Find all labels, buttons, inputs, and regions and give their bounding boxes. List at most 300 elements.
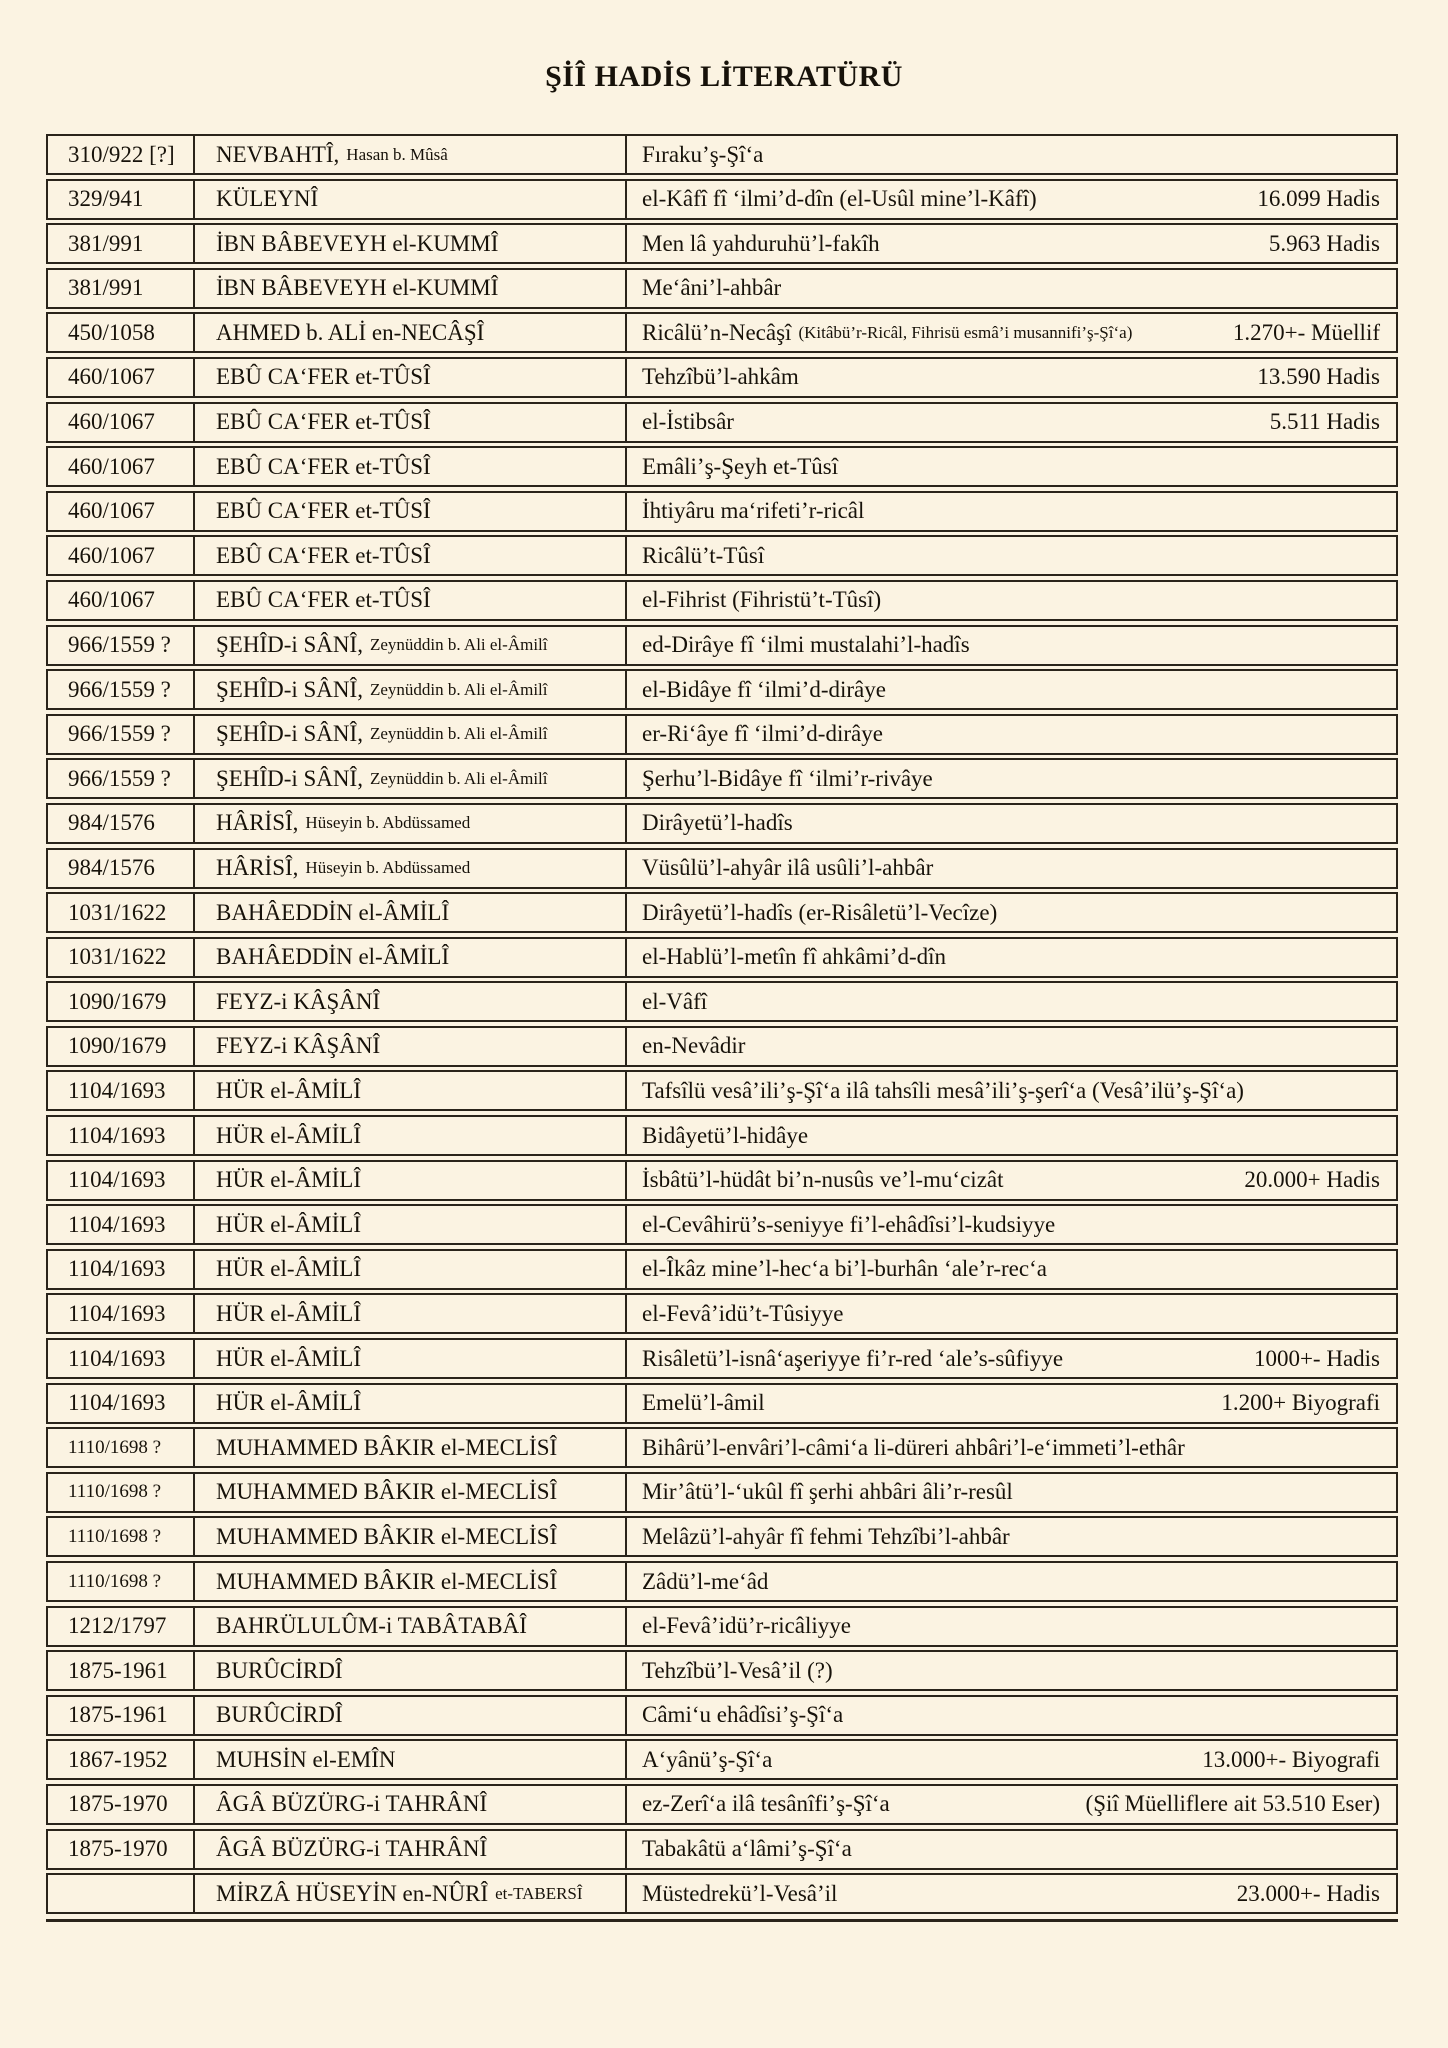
row-author: BURÛCİRDÎ	[216, 1702, 343, 1728]
row-work-left	[642, 364, 799, 390]
row-author: HÂRİSÎ,	[216, 810, 299, 836]
row-work-title: el-Fevâ’idü’t-Tûsiyye	[642, 1300, 844, 1326]
row-author: MUHAMMED BÂKIR el-MECLİSÎ	[216, 1479, 558, 1505]
row-author: EBÛ CA‘FER et-TÛSÎ	[216, 364, 431, 390]
row-work-cell	[627, 1474, 1396, 1511]
row-author-cell	[195, 760, 627, 797]
row-work-cell	[627, 1117, 1396, 1154]
row-author: AHMED b. ALİ en-NECÂŞÎ	[216, 319, 485, 345]
row-date: 1212/1797	[48, 1608, 195, 1645]
row-work-cell	[627, 1518, 1396, 1555]
row-date: 460/1067	[48, 493, 195, 530]
row-date: 966/1559 ?	[48, 627, 195, 664]
row-work-left	[642, 944, 946, 970]
row-author: EBÛ CA‘FER et-TÛSÎ	[216, 542, 431, 568]
row-author-cell	[195, 1251, 627, 1288]
row-work-title: Emelü’l-âmil	[642, 1390, 765, 1416]
row-author-cell	[195, 493, 627, 530]
row-work-cell	[627, 404, 1396, 441]
row-work-note: (Kitâbü’r-Ricâl, Fihrisü esmâ’i musannifi’ş-Şî‘a)	[798, 322, 1133, 342]
row-work-cell	[627, 939, 1396, 976]
row-author-note: Zeynüddin b. Ali el-Âmilî	[369, 724, 548, 744]
row-work-left	[642, 1256, 1047, 1282]
row-author: BAHÂEDDİN el-ÂMİLÎ	[216, 944, 450, 970]
row-date: 1104/1693	[48, 1295, 195, 1332]
row-author: ÂGÂ BÜZÜRG-i TAHRÂNÎ	[216, 1791, 488, 1817]
row-author: ŞEHÎD-i SÂNÎ,	[216, 721, 363, 747]
row-date: 1104/1693	[48, 1162, 195, 1199]
row-work-title: ez-Zerî‘a ilâ tesânîfi’ş-Şî‘a	[642, 1791, 890, 1817]
row-work-cell	[627, 1295, 1396, 1332]
row-work-title: Zâdü’l-me‘âd	[642, 1568, 769, 1594]
row-work-cell	[627, 1563, 1396, 1600]
row-work-cell	[627, 314, 1396, 351]
row-date: 1104/1693	[48, 1117, 195, 1154]
row-work-title: Ricâlü’t-Tûsî	[642, 542, 765, 568]
table-row	[46, 535, 1398, 576]
row-date: 1090/1679	[48, 983, 195, 1020]
row-author-note: et-TABERSÎ	[495, 1883, 583, 1903]
row-date: 966/1559 ?	[48, 760, 195, 797]
row-date: 450/1058	[48, 314, 195, 351]
row-author: HÜR el-ÂMİLÎ	[216, 1345, 361, 1371]
row-work-cell	[627, 805, 1396, 842]
row-count: 13.000+- Biyografi	[1202, 1746, 1380, 1772]
row-work-cell	[627, 1206, 1396, 1243]
row-work-cell	[627, 1385, 1396, 1422]
row-count: 1.200+ Biyografi	[1221, 1390, 1380, 1416]
table-row	[46, 1383, 1398, 1424]
row-work-left	[642, 320, 1132, 346]
row-work-left	[642, 1301, 843, 1327]
row-work-cell	[627, 270, 1396, 307]
row-author-note: Zeynüddin b. Ali el-Âmilî	[369, 679, 548, 699]
table-row	[46, 892, 1398, 933]
row-work-cell	[627, 1340, 1396, 1377]
row-work-cell	[627, 1251, 1396, 1288]
page-title: ŞİÎ HADİS LİTERATÜRÜ	[545, 60, 903, 93]
row-author-cell	[195, 1385, 627, 1422]
row-work-left	[642, 810, 793, 836]
row-work-title: Câmi‘u ehâdîsi’ş-Şî‘a	[642, 1702, 844, 1728]
row-author: KÜLEYNÎ	[216, 186, 319, 212]
row-work-title: Emâli’ş-Şeyh et-Tûsî	[642, 453, 839, 479]
row-author: HÜR el-ÂMİLÎ	[216, 1211, 361, 1237]
row-work-left	[642, 632, 970, 658]
row-work-cell	[627, 1429, 1396, 1466]
row-work-left	[642, 587, 881, 613]
row-work-cell	[627, 1875, 1396, 1912]
row-work-cell	[627, 1697, 1396, 1734]
row-author-cell	[195, 1340, 627, 1377]
table-row	[46, 1472, 1398, 1513]
row-author-cell	[195, 1028, 627, 1065]
row-date: 329/941	[48, 181, 195, 218]
table-row	[46, 1338, 1398, 1379]
row-date: 1867-1952	[48, 1741, 195, 1778]
row-author-cell	[195, 270, 627, 307]
row-date: 1875-1970	[48, 1831, 195, 1868]
table-row	[46, 1561, 1398, 1602]
row-work-left	[642, 186, 1037, 212]
row-author-cell	[195, 582, 627, 619]
table-row	[46, 714, 1398, 755]
row-work-cell	[627, 1741, 1396, 1778]
table-row	[46, 1829, 1398, 1870]
row-work-title: er-Ri‘âye fî ‘ilmi’d-dirâye	[642, 721, 883, 747]
row-work-title: el-Kâfî fî ‘ilmi’d-dîn (el-Usûl mine’l-Kâfî)	[642, 186, 1037, 212]
row-work-left	[642, 1747, 772, 1773]
row-work-left	[642, 1390, 765, 1416]
row-author: İBN BÂBEVEYH el-KUMMÎ	[216, 230, 499, 256]
table-row	[46, 402, 1398, 443]
row-work-title: el-Cevâhirü’s-seniyye fi’l-ehâdîsi’l-kudsiyye	[642, 1211, 1056, 1237]
row-date: 1104/1693	[48, 1385, 195, 1422]
table-row	[46, 179, 1398, 220]
row-work-title: Şerhu’l-Bidâye fî ‘ilmi’r-rivâye	[642, 765, 933, 791]
row-work-left	[642, 855, 933, 881]
row-work-title: Tafsîlü vesâ’ili’ş-Şî‘a ilâ tahsîli mesâ’ili’ş-şerî‘a (Vesâ’ilü’ş-Şî‘a)	[642, 1077, 1244, 1103]
row-work-title: Tabakâtü a‘lâmi’ş-Şî‘a	[642, 1836, 852, 1862]
row-date: 1110/1698 ?	[48, 1429, 195, 1466]
row-work-left	[642, 498, 864, 524]
row-work-cell	[627, 894, 1396, 931]
row-date: 984/1576	[48, 850, 195, 887]
row-author-cell	[195, 314, 627, 351]
table-row	[46, 937, 1398, 978]
row-date: 310/922 [?]	[48, 136, 195, 173]
row-work-left	[642, 142, 763, 168]
row-work-title: Me‘âni’l-ahbâr	[642, 275, 782, 301]
row-work-title: İsbâtü’l-hüdât bi’n-nusûs ve’l-mu‘cizât	[642, 1167, 1004, 1193]
row-author-cell	[195, 1206, 627, 1243]
row-work-cell	[627, 493, 1396, 530]
row-work-title: Müstedrekü’l-Vesâ’il	[642, 1880, 838, 1906]
row-count: 16.099 Hadis	[1257, 186, 1380, 212]
row-date: 1110/1698 ?	[48, 1518, 195, 1555]
row-author-cell	[195, 1875, 627, 1912]
row-author-cell	[195, 1563, 627, 1600]
row-date	[48, 1875, 195, 1912]
row-date: 460/1067	[48, 404, 195, 441]
row-count: 1.270+- Müellif	[1232, 319, 1380, 345]
table-row	[46, 268, 1398, 309]
row-author-cell	[195, 181, 627, 218]
table-row	[46, 1784, 1398, 1825]
row-work-left	[642, 1569, 768, 1595]
table-row	[46, 669, 1398, 710]
table-row	[46, 312, 1398, 353]
row-work-left	[642, 1123, 808, 1149]
row-work-title: Men lâ yahduruhü’l-fakîh	[642, 230, 880, 256]
row-work-cell	[627, 136, 1396, 173]
row-work-left	[642, 543, 764, 569]
table-row	[46, 803, 1398, 844]
row-author-cell	[195, 359, 627, 396]
row-author-note: Zeynüddin b. Ali el-Âmilî	[369, 635, 548, 655]
row-date: 381/991	[48, 270, 195, 307]
row-work-title: el-Fevâ’idü’r-ricâliyye	[642, 1613, 851, 1639]
table-row	[46, 1516, 1398, 1557]
row-work-left	[642, 1836, 852, 1862]
table-row	[46, 223, 1398, 264]
row-work-cell	[627, 1072, 1396, 1109]
row-date: 1104/1693	[48, 1251, 195, 1288]
row-date: 1104/1693	[48, 1206, 195, 1243]
row-date: 1875-1970	[48, 1786, 195, 1823]
row-work-title: Mir’âtü’l-‘ukûl fî şerhi ahbâri âli’r-resûl	[642, 1479, 1013, 1505]
row-work-cell	[627, 1608, 1396, 1645]
row-work-cell	[627, 716, 1396, 753]
row-date: 1031/1622	[48, 894, 195, 931]
row-author-cell	[195, 1072, 627, 1109]
table-row	[46, 1606, 1398, 1647]
row-work-title: en-Nevâdir	[642, 1033, 746, 1059]
row-author-note: Hasan b. Mûsâ	[346, 144, 448, 164]
row-work-left	[642, 275, 781, 301]
row-work-left	[642, 900, 997, 926]
row-date: 966/1559 ?	[48, 671, 195, 708]
row-author: MUHAMMED BÂKIR el-MECLİSÎ	[216, 1568, 558, 1594]
row-work-cell	[627, 627, 1396, 664]
table-row	[46, 1650, 1398, 1691]
row-author: HÜR el-ÂMİLÎ	[216, 1122, 361, 1148]
row-work-cell	[627, 359, 1396, 396]
row-work-cell	[627, 850, 1396, 887]
row-work-cell	[627, 1652, 1396, 1689]
row-author-cell	[195, 1831, 627, 1868]
row-work-cell	[627, 1162, 1396, 1199]
row-author-cell	[195, 1697, 627, 1734]
row-work-title: el-Fihrist (Fihristü’t-Tûsî)	[642, 587, 882, 613]
row-date: 460/1067	[48, 582, 195, 619]
row-author-cell	[195, 1518, 627, 1555]
row-author-cell	[195, 136, 627, 173]
row-author-cell	[195, 716, 627, 753]
table-row	[46, 446, 1398, 487]
row-author-cell	[195, 225, 627, 262]
row-author-cell	[195, 1652, 627, 1689]
row-work-title: el-Vâfî	[642, 988, 708, 1014]
row-author: MUHSİN el-EMÎN	[216, 1746, 396, 1772]
row-author: HÂRİSÎ,	[216, 855, 299, 880]
table-row	[46, 981, 1398, 1022]
row-work-left	[642, 1658, 833, 1684]
row-work-cell	[627, 448, 1396, 485]
row-date: 1104/1693	[48, 1072, 195, 1109]
row-author: MUHAMMED BÂKIR el-MECLİSÎ	[216, 1434, 558, 1460]
table-row	[46, 1739, 1398, 1780]
row-work-left	[642, 721, 883, 747]
row-date: 1875-1961	[48, 1652, 195, 1689]
table-row	[46, 1249, 1398, 1290]
row-author: FEYZ-i KÂŞÂNÎ	[216, 988, 381, 1014]
row-work-cell	[627, 671, 1396, 708]
row-date: 1110/1698 ?	[48, 1563, 195, 1600]
row-work-left	[642, 1613, 851, 1639]
row-work-title: Tehzîbü’l-ahkâm	[642, 364, 799, 390]
row-author: EBÛ CA‘FER et-TÛSÎ	[216, 498, 431, 524]
row-author-note: Zeynüddin b. Ali el-Âmilî	[369, 768, 548, 788]
row-author-cell	[195, 448, 627, 485]
row-date: 460/1067	[48, 448, 195, 485]
table-row	[46, 1873, 1398, 1914]
row-author: ŞEHÎD-i SÂNÎ,	[216, 676, 363, 702]
row-work-cell	[627, 1831, 1396, 1868]
row-author-cell	[195, 1741, 627, 1778]
row-author: EBÛ CA‘FER et-TÛSÎ	[216, 409, 431, 435]
row-author: HÜR el-ÂMİLÎ	[216, 1300, 361, 1326]
row-work-cell	[627, 181, 1396, 218]
row-work-cell	[627, 760, 1396, 797]
row-count: 1000+- Hadis	[1253, 1345, 1380, 1371]
row-author-cell	[195, 1474, 627, 1511]
row-work-left	[642, 1479, 1013, 1505]
row-count: 13.590 Hadis	[1257, 364, 1380, 390]
row-work-left	[642, 1881, 837, 1907]
row-work-title: Melâzü’l-ahyâr fî fehmi Tehzîbi’l-ahbâr	[642, 1523, 1010, 1549]
row-author-cell	[195, 1295, 627, 1332]
row-author-cell	[195, 627, 627, 664]
table-row	[46, 1160, 1398, 1201]
row-count: 23.000+- Hadis	[1236, 1880, 1380, 1906]
row-work-title: Bidâyetü’l-hidâye	[642, 1122, 809, 1148]
row-author-cell	[195, 1786, 627, 1823]
row-work-cell	[627, 582, 1396, 619]
table-row	[46, 134, 1398, 175]
row-work-title: İhtiyâru ma‘rifeti’r-ricâl	[642, 498, 865, 524]
row-work-cell	[627, 537, 1396, 574]
row-count: 5.511 Hadis	[1269, 409, 1380, 435]
row-author: HÜR el-ÂMİLÎ	[216, 1256, 361, 1282]
table-row	[46, 1026, 1398, 1067]
row-work-cell	[627, 1028, 1396, 1065]
row-author: HÜR el-ÂMİLÎ	[216, 1390, 361, 1416]
table-row	[46, 1070, 1398, 1111]
row-author: BAHRÜLULÛM-i TABÂTABÂÎ	[216, 1613, 527, 1639]
row-date: 1875-1961	[48, 1697, 195, 1734]
row-author-cell	[195, 983, 627, 1020]
row-work-title: Tehzîbü’l-Vesâ’il (?)	[642, 1657, 833, 1683]
table-row	[46, 848, 1398, 889]
row-work-title: A‘yânü’ş-Şî‘a	[642, 1746, 773, 1772]
table-row	[46, 1695, 1398, 1736]
row-work-title: el-Îkâz mine’l-hec‘a bi’l-burhân ‘ale’r-rec‘a	[642, 1256, 1047, 1282]
row-author: BURÛCİRDÎ	[216, 1657, 343, 1683]
row-author-cell	[195, 1608, 627, 1645]
table-row	[46, 1293, 1398, 1334]
table-row	[46, 357, 1398, 398]
row-author-cell	[195, 850, 627, 887]
row-author: BAHÂEDDİN el-ÂMİLÎ	[216, 899, 450, 925]
row-author: NEVBAHTÎ,	[216, 141, 340, 167]
table-row	[46, 491, 1398, 532]
row-author-cell	[195, 671, 627, 708]
row-date: 1090/1679	[48, 1028, 195, 1065]
row-date: 1031/1622	[48, 939, 195, 976]
row-work-title: ed-Dirâye fî ‘ilmi mustalahi’l-hadîs	[642, 632, 970, 658]
row-author: ŞEHÎD-i SÂNÎ,	[216, 765, 363, 791]
row-date: 966/1559 ?	[48, 716, 195, 753]
row-work-left	[642, 989, 707, 1015]
row-work-left	[642, 1524, 1010, 1550]
row-author: EBÛ CA‘FER et-TÛSÎ	[216, 453, 431, 479]
row-work-title: el-İstibsâr	[642, 409, 734, 435]
row-work-left	[642, 677, 886, 703]
row-author: ÂGÂ BÜZÜRG-i TAHRÂNÎ	[216, 1836, 488, 1862]
row-author: HÜR el-ÂMİLÎ	[216, 1167, 361, 1193]
table-row	[46, 580, 1398, 621]
row-count: 5.963 Hadis	[1268, 230, 1380, 256]
row-work-left	[642, 231, 880, 257]
row-work-title: Dirâyetü’l-hadîs (er-Risâletü’l-Vecîze)	[642, 899, 998, 925]
row-work-title: Ricâlü’n-Necâşî	[642, 319, 792, 345]
row-date: 460/1067	[48, 537, 195, 574]
table-row	[46, 625, 1398, 666]
row-author-cell	[195, 404, 627, 441]
row-author: MUHAMMED BÂKIR el-MECLİSÎ	[216, 1523, 558, 1549]
row-date: 460/1067	[48, 359, 195, 396]
row-date: 1104/1693	[48, 1340, 195, 1377]
literature-table	[46, 134, 1398, 1922]
row-author: EBÛ CA‘FER et-TÛSÎ	[216, 587, 431, 613]
row-count: 20.000+ Hadis	[1244, 1167, 1380, 1193]
row-work-left	[642, 1078, 1244, 1104]
row-author-cell	[195, 805, 627, 842]
table-row	[46, 1204, 1398, 1245]
row-work-left	[642, 1435, 1185, 1461]
row-work-left	[642, 1791, 890, 1817]
row-work-left	[642, 409, 734, 435]
row-work-left	[642, 1033, 745, 1059]
row-author-cell	[195, 939, 627, 976]
row-work-title: Bihârü’l-envâri’l-câmi‘a li-düreri ahbâri’l-e‘immeti’l-ethâr	[642, 1434, 1185, 1460]
row-date: 984/1576	[48, 805, 195, 842]
row-work-cell	[627, 983, 1396, 1020]
row-work-left	[642, 1167, 1004, 1193]
row-author: İBN BÂBEVEYH el-KUMMÎ	[216, 275, 499, 301]
row-work-title: Dirâyetü’l-hadîs	[642, 810, 793, 836]
table-row	[46, 758, 1398, 799]
row-author-cell	[195, 537, 627, 574]
row-work-left	[642, 766, 933, 792]
row-count: (Şiî Müelliflere ait 53.510 Eser)	[1085, 1791, 1380, 1817]
table-row	[46, 1115, 1398, 1156]
row-author-note: Hüseyin b. Abdüssamed	[305, 858, 471, 877]
row-work-left	[642, 1346, 1063, 1372]
row-work-title: el-Hablü’l-metîn fî ahkâmi’d-dîn	[642, 944, 947, 970]
row-work-left	[642, 1702, 843, 1728]
row-work-title: el-Bidâye fî ‘ilmi’d-dirâye	[642, 676, 886, 702]
row-author: HÜR el-ÂMİLÎ	[216, 1077, 361, 1103]
row-author: MİRZÂ HÜSEYİN en-NÛRÎ	[216, 1880, 489, 1906]
row-author: ŞEHÎD-i SÂNÎ,	[216, 632, 363, 658]
row-work-title: Fıraku’ş-Şî‘a	[642, 141, 764, 167]
row-author: FEYZ-i KÂŞÂNÎ	[216, 1033, 381, 1059]
row-work-cell	[627, 1786, 1396, 1823]
row-date: 381/991	[48, 225, 195, 262]
row-work-title: Risâletü’l-isnâ‘aşeriyye fi’r-red ‘ale’s-sûfiyye	[642, 1345, 1064, 1371]
row-author-cell	[195, 1429, 627, 1466]
row-author-cell	[195, 894, 627, 931]
row-work-cell	[627, 225, 1396, 262]
row-author-note: Hüseyin b. Abdüssamed	[305, 813, 471, 833]
row-author-cell	[195, 1162, 627, 1199]
row-date: 1110/1698 ?	[48, 1474, 195, 1511]
row-work-left	[642, 1212, 1055, 1238]
row-work-title: Vüsûlü’l-ahyâr ilâ usûli’l-ahbâr	[642, 855, 934, 880]
row-work-left	[642, 454, 838, 480]
